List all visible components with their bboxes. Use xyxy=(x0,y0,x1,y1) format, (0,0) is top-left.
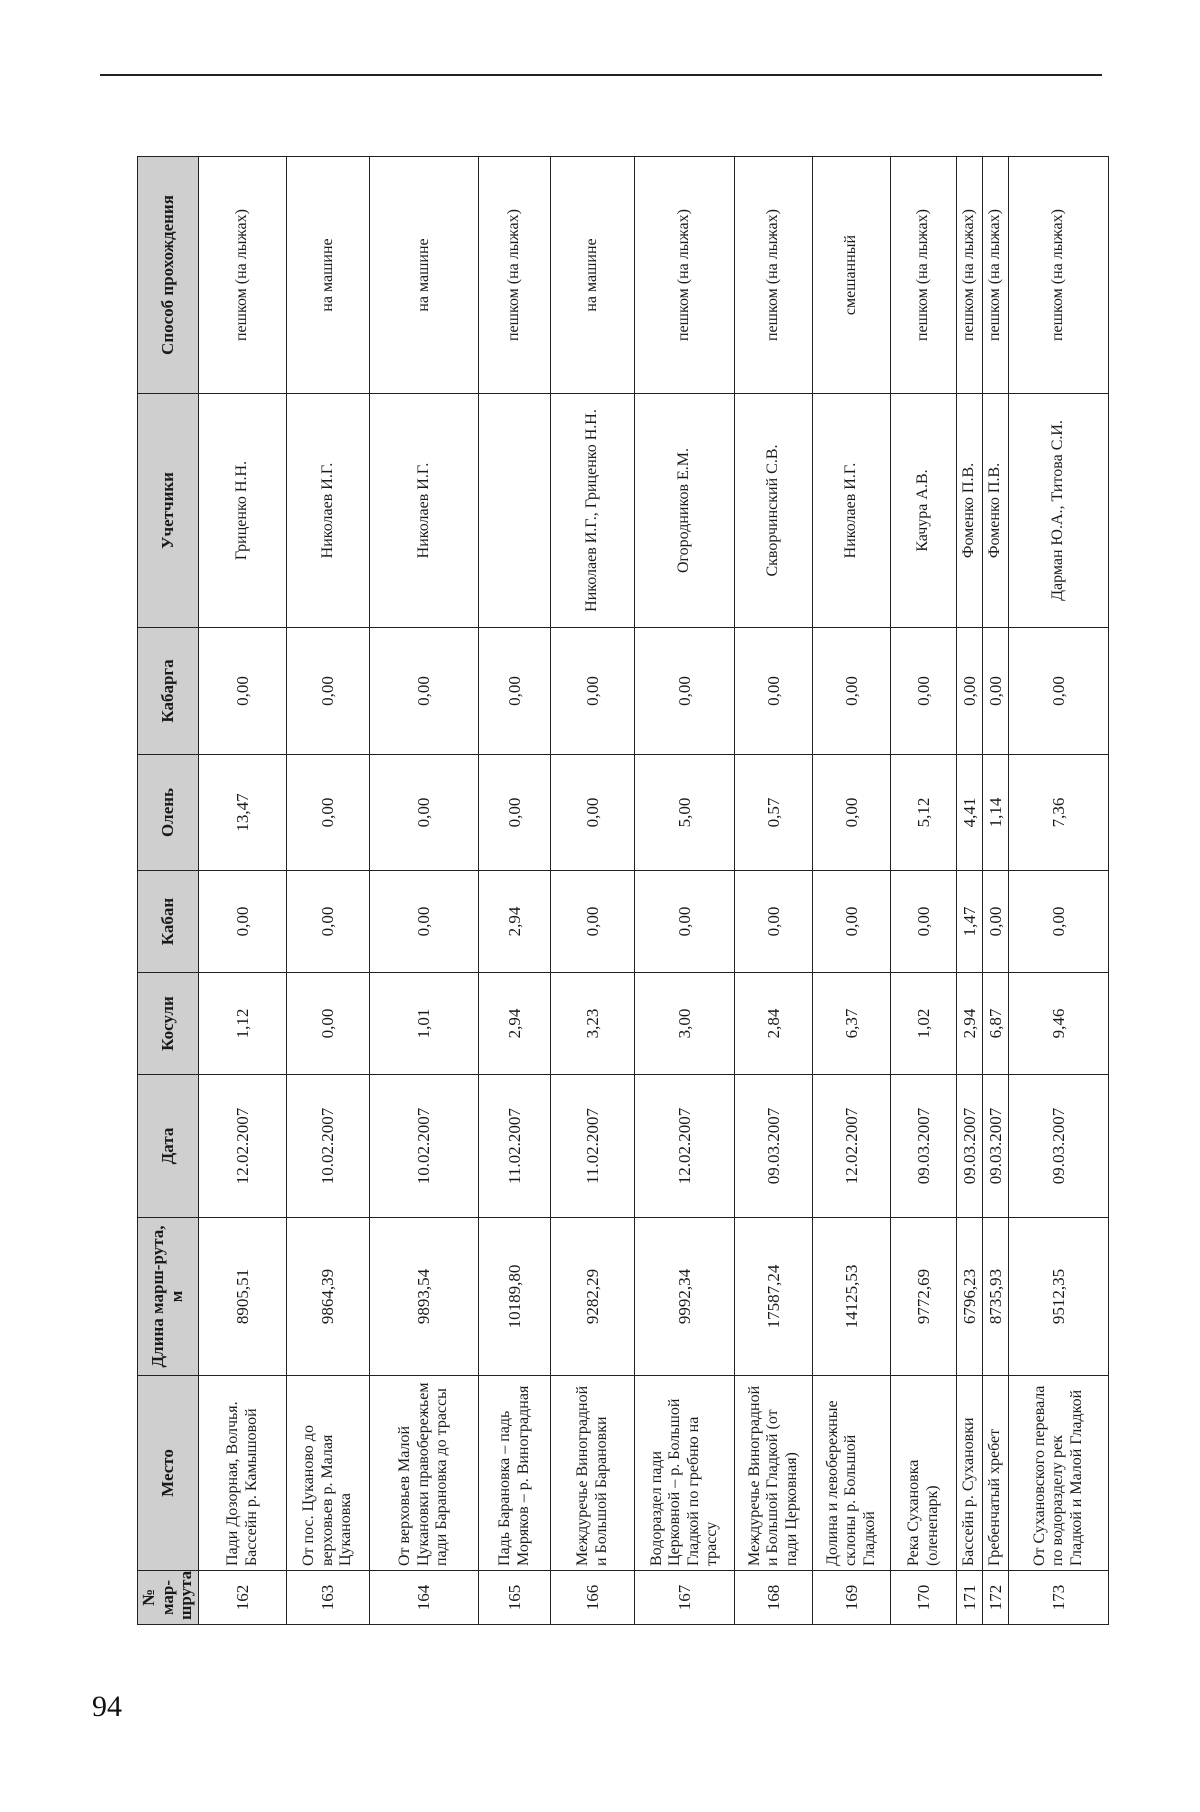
method-cell: пешком (на лыжах) xyxy=(735,157,813,394)
musk-deer-cell: 0,00 xyxy=(983,628,1009,755)
table-row xyxy=(1009,157,1109,1625)
route-no-cell: 162 xyxy=(199,1571,287,1625)
counters-cell: Качура А.В. xyxy=(891,394,957,628)
counters-cell: Огородников Е.М. xyxy=(635,394,735,628)
date-cell: 10.02.2007 xyxy=(287,1075,370,1218)
deer-cell: 7,36 xyxy=(1009,755,1109,871)
route-no-cell: 166 xyxy=(551,1571,635,1625)
place-cell: Пади Дозорная, Волчья. Бассейн р. Камышовой xyxy=(199,1376,287,1571)
roe-deer-cell: 6,37 xyxy=(813,973,891,1075)
place-cell: Река Сухановка (оленепарк) xyxy=(891,1376,957,1571)
place-cell: От пос. Цуканово до верховьев р. Малая Цукановка xyxy=(287,1376,370,1571)
header-boar: Кабан xyxy=(138,871,199,973)
date-cell: 09.03.2007 xyxy=(983,1075,1009,1218)
roe-deer-cell: 1,01 xyxy=(370,973,479,1075)
date-cell: 12.02.2007 xyxy=(199,1075,287,1218)
musk-deer-cell: 0,00 xyxy=(1009,628,1109,755)
date-cell: 10.02.2007 xyxy=(370,1075,479,1218)
route-no-cell: 173 xyxy=(1009,1571,1109,1625)
musk-deer-cell: 0,00 xyxy=(199,628,287,755)
length-cell: 9893,54 xyxy=(370,1218,479,1376)
table-row xyxy=(735,157,813,1625)
boar-cell: 0,00 xyxy=(370,871,479,973)
counters-cell: Фоменко П.В. xyxy=(983,394,1009,628)
place-cell: Междуречье Виноградной и Большой Барановки xyxy=(551,1376,635,1571)
roe-deer-cell: 6,87 xyxy=(983,973,1009,1075)
deer-cell: 0,00 xyxy=(479,755,551,871)
roe-deer-cell: 3,23 xyxy=(551,973,635,1075)
header-method: Способ прохождения xyxy=(138,157,199,394)
boar-cell: 1,47 xyxy=(957,871,983,973)
musk-deer-cell: 0,00 xyxy=(813,628,891,755)
boar-cell: 0,00 xyxy=(735,871,813,973)
method-cell: пешком (на лыжах) xyxy=(983,157,1009,394)
length-cell: 9772,69 xyxy=(891,1218,957,1376)
counters-cell: Фоменко П.В. xyxy=(957,394,983,628)
counters-cell xyxy=(479,394,551,628)
place-cell: Долина и левобережные склоны р. Большой Гладкой xyxy=(813,1376,891,1571)
date-cell: 12.02.2007 xyxy=(635,1075,735,1218)
survey-table xyxy=(137,156,1109,1625)
length-cell: 9512,35 xyxy=(1009,1218,1109,1376)
method-cell: пешком (на лыжах) xyxy=(479,157,551,394)
route-no-cell: 172 xyxy=(983,1571,1009,1625)
method-cell: на машине xyxy=(287,157,370,394)
table-row xyxy=(479,157,551,1625)
header-musk-deer: Кабарга xyxy=(138,628,199,755)
deer-cell: 13,47 xyxy=(199,755,287,871)
counters-cell: Николаев И.Г., Гриценко Н.Н. xyxy=(551,394,635,628)
header-deer: Олень xyxy=(138,755,199,871)
deer-cell: 0,00 xyxy=(813,755,891,871)
method-cell: пешком (на лыжах) xyxy=(635,157,735,394)
musk-deer-cell: 0,00 xyxy=(479,628,551,755)
page-number: 94 xyxy=(92,1690,122,1723)
place-cell: Падь Барановка – падь Моряков – р. Виноградная xyxy=(479,1376,551,1571)
place-cell: Гребенчатый хребет xyxy=(983,1376,1009,1571)
header-row xyxy=(138,157,199,1625)
length-cell: 14125,53 xyxy=(813,1218,891,1376)
roe-deer-cell: 1,12 xyxy=(199,973,287,1075)
roe-deer-cell: 2,84 xyxy=(735,973,813,1075)
boar-cell: 2,94 xyxy=(479,871,551,973)
musk-deer-cell: 0,00 xyxy=(635,628,735,755)
deer-cell: 0,00 xyxy=(370,755,479,871)
table-row xyxy=(370,157,479,1625)
musk-deer-cell: 0,00 xyxy=(891,628,957,755)
header-place: Место xyxy=(138,1376,199,1571)
counters-cell: Гриценко Н.Н. xyxy=(199,394,287,628)
deer-cell: 0,00 xyxy=(287,755,370,871)
boar-cell: 0,00 xyxy=(983,871,1009,973)
deer-cell: 5,12 xyxy=(891,755,957,871)
deer-cell: 4,41 xyxy=(957,755,983,871)
method-cell: на машине xyxy=(370,157,479,394)
date-cell: 12.02.2007 xyxy=(813,1075,891,1218)
counters-cell: Скворчинский С.В. xyxy=(735,394,813,628)
method-cell: пешком (на лыжах) xyxy=(199,157,287,394)
boar-cell: 0,00 xyxy=(287,871,370,973)
length-cell: 17587,24 xyxy=(735,1218,813,1376)
route-no-cell: 167 xyxy=(635,1571,735,1625)
table-row xyxy=(287,157,370,1625)
method-cell: смешанный xyxy=(813,157,891,394)
boar-cell: 0,00 xyxy=(199,871,287,973)
roe-deer-cell: 9,46 xyxy=(1009,973,1109,1075)
length-cell: 8735,93 xyxy=(983,1218,1009,1376)
route-no-cell: 170 xyxy=(891,1571,957,1625)
counters-cell: Николаев И.Г. xyxy=(370,394,479,628)
place-cell: От верховьев Малой Цукановки правобережьем пади Барановка до трассы xyxy=(370,1376,479,1571)
date-cell: 09.03.2007 xyxy=(1009,1075,1109,1218)
roe-deer-cell: 2,94 xyxy=(479,973,551,1075)
roe-deer-cell: 0,00 xyxy=(287,973,370,1075)
musk-deer-cell: 0,00 xyxy=(735,628,813,755)
length-cell: 10189,80 xyxy=(479,1218,551,1376)
musk-deer-cell: 0,00 xyxy=(957,628,983,755)
method-cell: пешком (на лыжах) xyxy=(891,157,957,394)
route-no-cell: 165 xyxy=(479,1571,551,1625)
place-cell: От Сухановского перевала по водоразделу рек Гладкой и Малой Гладкой xyxy=(1009,1376,1109,1571)
rotated-table-wrapper xyxy=(137,157,1085,1625)
table-row xyxy=(983,157,1009,1625)
table-row xyxy=(813,157,891,1625)
boar-cell: 0,00 xyxy=(1009,871,1109,973)
roe-deer-cell: 3,00 xyxy=(635,973,735,1075)
route-no-cell: 163 xyxy=(287,1571,370,1625)
deer-cell: 0,57 xyxy=(735,755,813,871)
route-no-cell: 171 xyxy=(957,1571,983,1625)
roe-deer-cell: 1,02 xyxy=(891,973,957,1075)
header-counters: Учетчики xyxy=(138,394,199,628)
route-no-cell: 169 xyxy=(813,1571,891,1625)
date-cell: 09.03.2007 xyxy=(735,1075,813,1218)
deer-cell: 5,00 xyxy=(635,755,735,871)
deer-cell: 0,00 xyxy=(551,755,635,871)
length-cell: 9864,39 xyxy=(287,1218,370,1376)
date-cell: 11.02.2007 xyxy=(479,1075,551,1218)
table-row xyxy=(957,157,983,1625)
header-route-no: № мар-шрута xyxy=(138,1571,199,1625)
length-cell: 6796,23 xyxy=(957,1218,983,1376)
place-cell: Междуречье Виноградной и Большой Гладкой (от пади Церковная) xyxy=(735,1376,813,1571)
boar-cell: 0,00 xyxy=(551,871,635,973)
counters-cell: Николаев И.Г. xyxy=(813,394,891,628)
deer-cell: 1,14 xyxy=(983,755,1009,871)
method-cell: пешком (на лыжах) xyxy=(957,157,983,394)
date-cell: 09.03.2007 xyxy=(891,1075,957,1218)
place-cell: Водораздел пади Церковной – р. Большой Гладкой по гребню на трассу xyxy=(635,1376,735,1571)
top-rule xyxy=(100,74,1102,76)
method-cell: пешком (на лыжах) xyxy=(1009,157,1109,394)
table-row xyxy=(635,157,735,1625)
route-no-cell: 164 xyxy=(370,1571,479,1625)
header-roe-deer: Косули xyxy=(138,973,199,1075)
header-length: Длина марш-рута, м xyxy=(138,1218,199,1376)
counters-cell: Дарман Ю.А., Титова С.И. xyxy=(1009,394,1109,628)
method-cell: на машине xyxy=(551,157,635,394)
length-cell: 9282,29 xyxy=(551,1218,635,1376)
route-no-cell: 168 xyxy=(735,1571,813,1625)
musk-deer-cell: 0,00 xyxy=(287,628,370,755)
table-row xyxy=(891,157,957,1625)
table-row xyxy=(199,157,287,1625)
length-cell: 9992,34 xyxy=(635,1218,735,1376)
date-cell: 09.03.2007 xyxy=(957,1075,983,1218)
musk-deer-cell: 0,00 xyxy=(551,628,635,755)
boar-cell: 0,00 xyxy=(813,871,891,973)
boar-cell: 0,00 xyxy=(891,871,957,973)
length-cell: 8905,51 xyxy=(199,1218,287,1376)
date-cell: 11.02.2007 xyxy=(551,1075,635,1218)
musk-deer-cell: 0,00 xyxy=(370,628,479,755)
table-row xyxy=(551,157,635,1625)
counters-cell: Николаев И.Г. xyxy=(287,394,370,628)
roe-deer-cell: 2,94 xyxy=(957,973,983,1075)
place-cell: Бассейн р. Сухановки xyxy=(957,1376,983,1571)
header-date: Дата xyxy=(138,1075,199,1218)
boar-cell: 0,00 xyxy=(635,871,735,973)
